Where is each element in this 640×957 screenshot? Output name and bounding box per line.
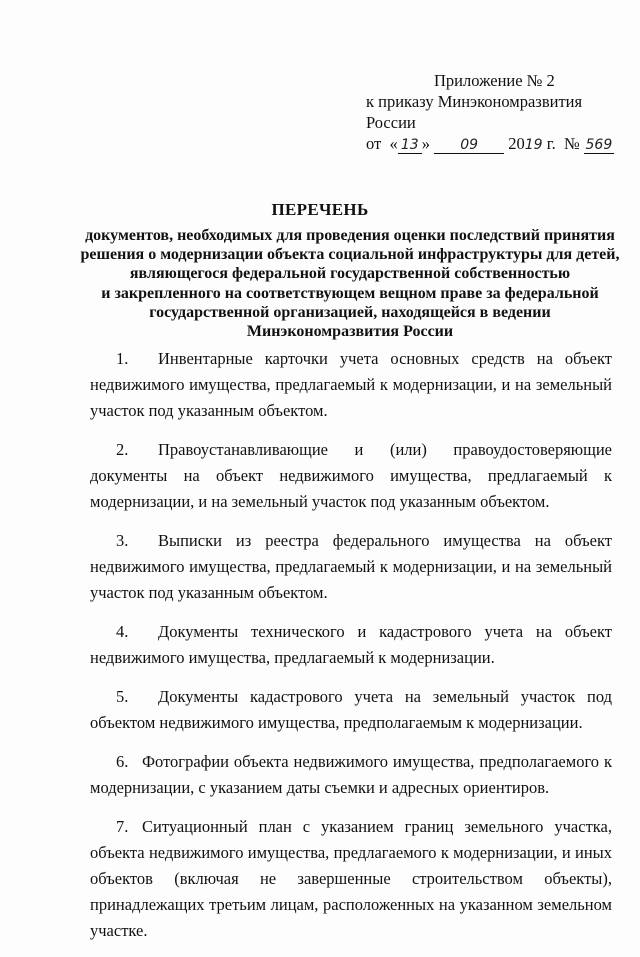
subtitle-line: и закрепленного на соответствующем вещном праве за федеральной: [101, 284, 599, 302]
handwritten-year: 19: [524, 137, 543, 153]
item-text: Выписки из реестра федерального имущества на объект недвижимого имущества, предлагаемый к модернизации, и на земельный участок под указанным объектом.: [90, 531, 612, 602]
item-text: Документы технического и кадастрового учета на объект недвижимого имущества, предлагаемый к модернизации.: [90, 622, 612, 667]
list-item: [90, 619, 612, 671]
list-item: [90, 749, 612, 801]
handwritten-month: 09: [434, 137, 504, 154]
year-unit: г.: [546, 134, 556, 153]
from-label: от: [366, 134, 382, 153]
quote-open: «: [389, 134, 398, 153]
documents-list: [90, 346, 612, 957]
item-text: Документы кадастрового учета на земельный участок под объектом недвижимого имущества, предполагаемым к модернизации.: [90, 687, 612, 732]
number-label: №: [564, 134, 580, 153]
document-subtitle: [70, 226, 630, 341]
item-text: Фотографии объекта недвижимого имущества, предполагаемого к модернизации, с указанием даты съемки и адресных ориентиров.: [90, 752, 612, 797]
subtitle-line: государственной организацией, находящейся в ведении: [149, 303, 551, 321]
list-item: [90, 684, 612, 736]
item-text: Ситуационный план с указанием границ земельного участка, объекта недвижимого имущества, предлагаемого к модернизации, и иных объектов (включая не завершенные строительством объекты), принадлежащих третьим лицам, расположенных на указанном земельном участке.: [90, 817, 612, 940]
item-number: 4.: [116, 622, 129, 641]
list-item: [90, 437, 612, 515]
item-number: 5.: [116, 687, 129, 706]
appendix-reference: [366, 70, 626, 156]
quote-close: »: [421, 134, 430, 153]
subtitle-line: Минэкономразвития России: [246, 323, 454, 341]
year-prefix: 20: [508, 134, 525, 153]
document-title: ПЕРЕЧЕНЬ: [271, 200, 369, 219]
handwritten-order-number: 569: [585, 137, 613, 153]
order-reference: к приказу Минэкономразвития России: [366, 92, 583, 132]
subtitle-line: документов, необходимых для проведения оценки последствий принятия: [85, 227, 615, 244]
order-date-line: [366, 133, 626, 156]
item-number: 2.: [116, 440, 129, 459]
item-text: Инвентарные карточки учета основных средств на объект недвижимого имущества, предлагаемый к модернизации, и на земельный участок под указанным объектом.: [90, 349, 612, 420]
item-number: 3.: [116, 531, 129, 550]
appendix-number: Приложение № 2: [434, 71, 555, 90]
list-item: [90, 814, 612, 944]
item-number: 7.: [116, 817, 129, 836]
item-number: 1.: [116, 349, 129, 368]
list-item: [90, 346, 612, 424]
handwritten-day: 13: [398, 137, 422, 154]
item-text: Правоустанавливающие и (или) правоудостоверяющие документы на объект недвижимого имущества, предлагаемый к модернизации, и на земельный участок под указанным объектом.: [90, 440, 612, 511]
subtitle-line: являющегося федеральной государственной собственностью: [129, 265, 571, 283]
item-number: 6.: [116, 752, 129, 771]
subtitle-line: решения о модернизации объекта социальной инфраструктуры для детей,: [80, 246, 620, 264]
list-item: [90, 528, 612, 606]
